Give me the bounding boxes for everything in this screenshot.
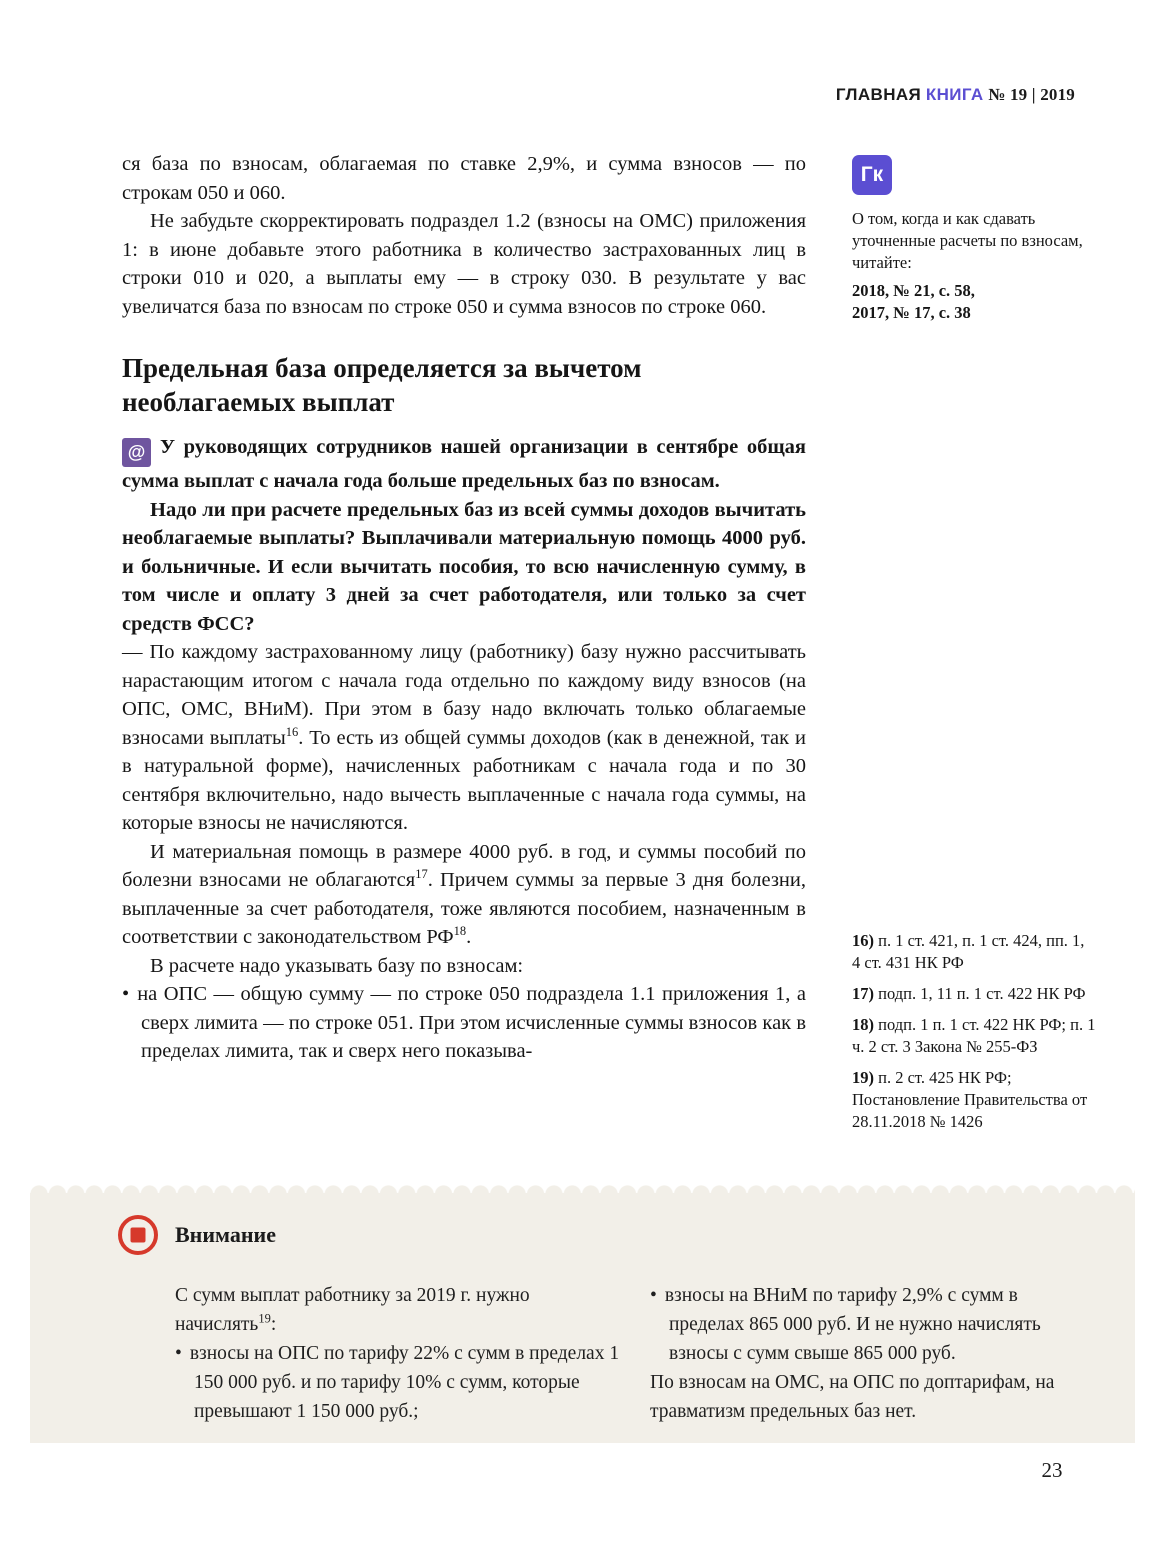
answer-paragraph-3: В расчете надо указывать базу по взносам: — [150, 954, 524, 977]
footnote-16 — [852, 930, 1096, 974]
main-text-column — [122, 150, 806, 1066]
attention-intro-text: С сумм выплат работнику за 2019 г. нужно начислять — [175, 1285, 530, 1335]
attention-header — [118, 1215, 276, 1255]
question-text-1: У руководящих сотрудников нашей организации в сентябре общая сумма выплат с начала года больше предельных баз по взносам. — [122, 436, 806, 492]
section-heading: Предельная база определяется за вычетом необлагаемых выплат — [122, 353, 642, 417]
attention-item-vnim-tariff: • взносы на ВНиМ по тарифу 2,9% с сумм в пределах 865 000 руб. И не нужно начислять взносы с сумм свыше 865 000 руб. — [650, 1281, 1087, 1368]
paragraph-continuation: ся база по взносам, облагаемая по ставке 2,9%, и сумма взносов — по строкам 050 и 060. — [122, 153, 806, 204]
footnote-ref-18: 18 — [453, 924, 467, 939]
paragraph-correction: Не забудьте скорректировать подраздел 1.2 (взносы на ОМС) приложения 1: в июне добавьте этого работника в количество застрахованных лиц в строки 010 и 020, а выплаты ему — в строку 030. В результате у вас увеличатся база по взносам по строке 050 и сумма взносов по строке 060. — [122, 210, 806, 318]
footnote-18 — [852, 1014, 1096, 1058]
answer2-text-cont: . Причем суммы за первые 3 дня болезни, выплаченные за счет работодателя, тоже являются пособием, назначенным в соответствии с законодательством РФ — [122, 869, 806, 948]
sidebar-ref-line2: 2017, № 17, с. 38 — [852, 303, 971, 322]
sidebar-ref-line1: 2018, № 21, с. 58, — [852, 281, 975, 300]
attention-intro-colon: : — [270, 1314, 277, 1335]
attention-item-ops-tariff: • взносы на ОПС по тарифу 22% с сумм в пределах 1 150 000 руб. и по тарифу 10% с сумм, которые превышают 1 150 000 руб.; — [175, 1339, 620, 1426]
base-report-list — [122, 980, 806, 1066]
footnote-18-number: 18) — [852, 1015, 874, 1034]
attention-outro: По взносам на ОМС, на ОПС по доптарифам, на травматизм предельных баз нет. — [650, 1372, 1055, 1422]
attention-title: Внимание — [175, 1222, 276, 1247]
list-item-ops: • на ОПС — общую сумму — по строке 050 подраздела 1.1 приложения 1, а сверх лимита — по строке 051. При этом исчисленные суммы взносов как в пределах лимита, так и сверх него показыва- — [122, 980, 806, 1066]
footnote-17-text: подп. 1, 11 п. 1 ст. 422 НК РФ — [878, 984, 1086, 1003]
footnote-17-number: 17) — [852, 984, 874, 1003]
attention-intro — [175, 1281, 620, 1339]
footnote-ref-16: 16 — [285, 724, 299, 739]
footnote-19-number: 19) — [852, 1068, 874, 1087]
footnotes-block — [852, 930, 1096, 1142]
footnote-ref-17: 17 — [415, 867, 428, 882]
attention-list-left — [175, 1339, 620, 1426]
attention-callout — [30, 1193, 1135, 1443]
footnote-19 — [852, 1067, 1096, 1133]
answer-paragraph-1 — [122, 638, 806, 838]
attention-column-left — [175, 1281, 620, 1426]
answer2-text: И материальная помощь в размере 4000 руб. в год, и суммы пособий по болезни взносами не облагаются — [122, 840, 806, 891]
sidebar-note-references — [852, 280, 1087, 324]
answer1-text: — По каждому застрахованному лицу (работнику) базу нужно рассчитывать нарастающим итогом с начала года отдельно по каждому виду взносов (на ОПС, ОМС, ВНиМ). При этом в базу надо включать только облагаемые взносами выплаты — [122, 641, 806, 749]
masthead — [836, 85, 1075, 105]
footnote-17 — [852, 983, 1096, 1005]
attention-column-right — [650, 1281, 1087, 1426]
footnote-18-text: подп. 1 п. 1 ст. 422 НК РФ; п. 1 ч. 2 ст. 3 Закона № 255-ФЗ — [852, 1015, 1096, 1056]
question-paragraph-1 — [122, 433, 806, 496]
issue-number: № 19 | 2019 — [988, 85, 1075, 104]
sidebar-note-text: О том, когда и как сдавать уточненные расчеты по взносам, читайте: — [852, 209, 1083, 272]
footnote-16-text: п. 1 ст. 421, п. 1 ст. 424, пп. 1, 4 ст. 431 НК РФ — [852, 931, 1085, 972]
answer1-text-cont: . То есть из общей суммы доходов (как в денежной, так и в натуральной форме), начисленных работникам с начала года и по 30 сентября включительно, надо вычесть выплаченные с начала года суммы, на которые взносы не начисляются. — [122, 726, 806, 834]
brand-name-part2: КНИГА — [925, 85, 984, 104]
attention-icon — [118, 1215, 158, 1255]
footnote-19-text: п. 2 ст. 425 НК РФ; Постановление Правительства от 28.11.2018 № 1426 — [852, 1068, 1088, 1131]
attention-list-right — [650, 1281, 1087, 1368]
gk-logo-icon: Гк — [852, 155, 892, 195]
attention-icon-square — [131, 1228, 146, 1243]
sidebar-reference-note — [852, 155, 1087, 324]
answer-paragraph-2 — [122, 838, 806, 952]
footnote-16-number: 16) — [852, 931, 874, 950]
reader-question-icon: @ — [122, 438, 151, 467]
footnote-ref-19: 19 — [258, 1311, 271, 1326]
attention-columns — [175, 1281, 1087, 1426]
answer2-text-end: . — [466, 926, 472, 948]
question-paragraph-2: Надо ли при расчете предельных баз из всей суммы доходов вычитать необлагаемые выплаты? Выплачивали материальную помощь 4000 руб. и больничные. И если вычитать пособия, то всю начисленную сумму, в том числе и оплату 3 дней за счет работодателя, или только за счет средств ФСС? — [122, 498, 806, 635]
page-number: 23 — [1041, 1458, 1063, 1482]
brand-name-part1: ГЛАВНАЯ — [835, 85, 922, 104]
